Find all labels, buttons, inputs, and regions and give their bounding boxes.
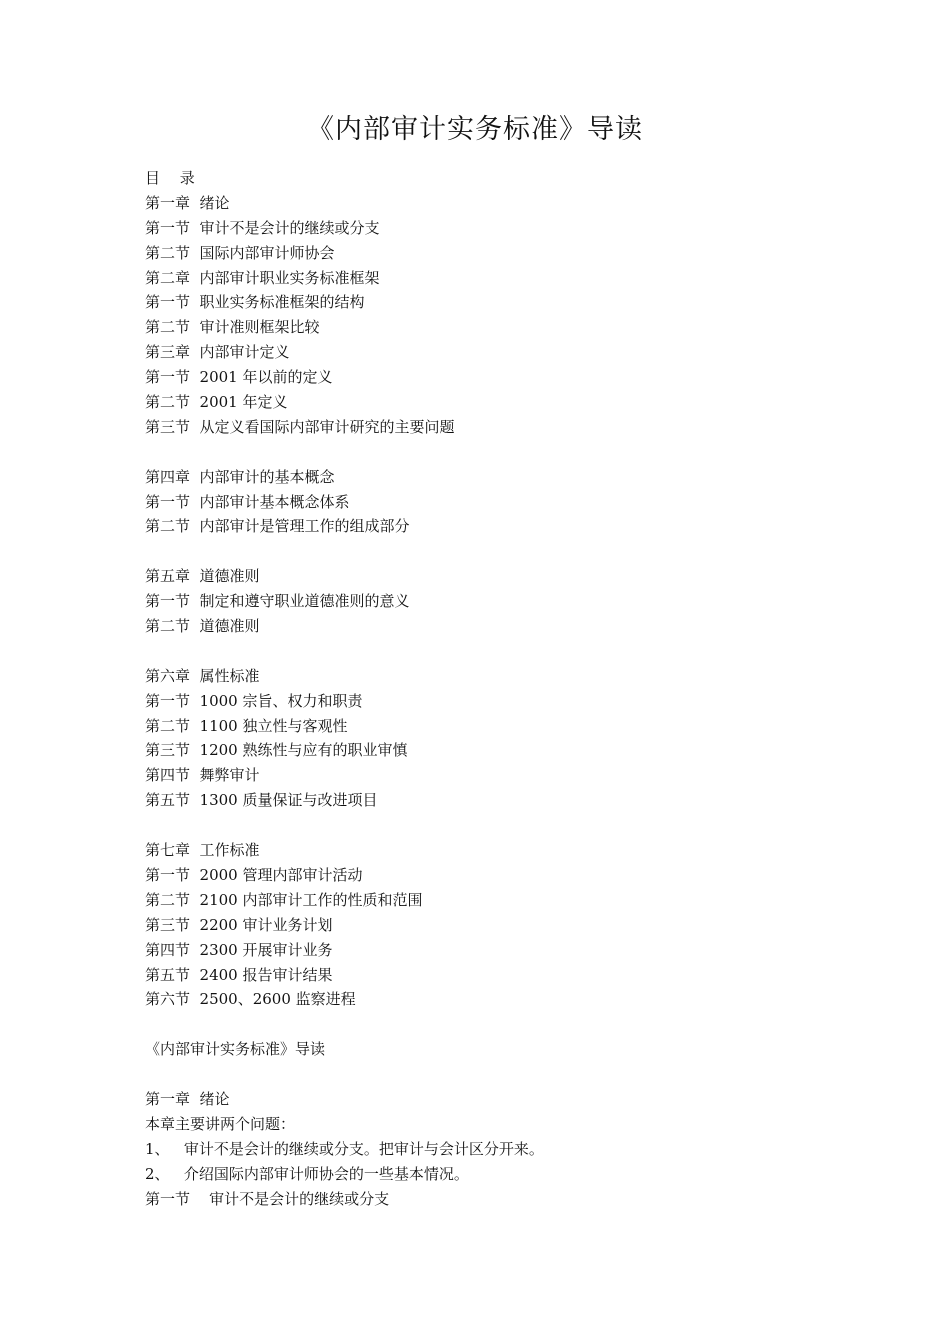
- toc-section: 第五节 2400 报告审计结果: [145, 965, 333, 984]
- list-item: 1、 审计不是会计的继续或分支。把审计与会计区分开来。: [145, 1139, 544, 1158]
- blank-line: [145, 639, 845, 664]
- toc-section: 第二节 审计准则框架比较: [145, 318, 320, 337]
- toc-section: 第二节 2001 年定义: [145, 393, 288, 412]
- toc-chapter-6: 第六章 属性标准: [145, 666, 260, 685]
- toc-section: 第一节 内部审计基本概念体系: [145, 492, 350, 511]
- document-body: [145, 166, 845, 1211]
- blank-line: [145, 440, 845, 465]
- blank-line: [145, 813, 845, 838]
- toc-section: 第五节 1300 质量保证与改进项目: [145, 791, 378, 810]
- toc-chapter-7: 第七章 工作标准: [145, 841, 260, 860]
- blank-line: [145, 1062, 845, 1087]
- toc-section: 第六节 2500、2600 监察进程: [145, 990, 356, 1009]
- section-heading: 第一节 审计不是会计的继续或分支: [145, 1189, 390, 1208]
- blank-line: [145, 1012, 845, 1037]
- toc-section: 第一节 审计不是会计的继续或分支: [145, 218, 380, 237]
- toc-section: 第四节 2300 开展审计业务: [145, 940, 333, 959]
- toc-section: 第一节 2001 年以前的定义: [145, 368, 333, 387]
- toc-section: 第一节 1000 宗旨、权力和职责: [145, 691, 363, 710]
- toc-chapter-2: 第二章 内部审计职业实务标准框架: [145, 268, 380, 287]
- body-subtitle: 《内部审计实务标准》导读: [145, 1040, 326, 1059]
- toc-section: 第二节 国际内部审计师协会: [145, 243, 335, 262]
- toc-section: 第二节 内部审计是管理工作的组成部分: [145, 517, 410, 536]
- toc-chapter-3: 第三章 内部审计定义: [145, 343, 290, 362]
- toc-section: 第二节 1100 独立性与客观性: [145, 716, 348, 735]
- blank-line: [145, 539, 845, 564]
- chapter-heading: 第一章 绪论: [145, 1089, 230, 1108]
- document-title: 《内部审计实务标准》导读: [307, 114, 643, 145]
- toc-section: 第一节 制定和遵守职业道德准则的意义: [145, 592, 410, 611]
- toc-section: 第三节 从定义看国际内部审计研究的主要问题: [145, 417, 455, 436]
- toc-section: 第四节 舞弊审计: [145, 766, 260, 785]
- toc-chapter-5: 第五章 道德准则: [145, 567, 260, 586]
- toc-chapter-4: 第四章 内部审计的基本概念: [145, 467, 335, 486]
- toc-section: 第三节 2200 审计业务计划: [145, 915, 333, 934]
- toc-section: 第三节 1200 熟练性与应有的职业审慎: [145, 741, 408, 760]
- toc-section: 第一节 2000 管理内部审计活动: [145, 865, 363, 884]
- intro-paragraph: 本章主要讲两个问题：: [145, 1114, 296, 1133]
- list-item: 2、 介绍国际内部审计师协会的一些基本情况。: [145, 1164, 469, 1183]
- toc-section: 第一节 职业实务标准框架的结构: [145, 293, 365, 312]
- toc-section: 第二节 道德准则: [145, 617, 260, 636]
- toc-heading: 目 录: [145, 169, 195, 187]
- toc-section: 第二节 2100 内部审计工作的性质和范围: [145, 890, 423, 909]
- toc-chapter-1: 第一章 绪论: [145, 193, 230, 212]
